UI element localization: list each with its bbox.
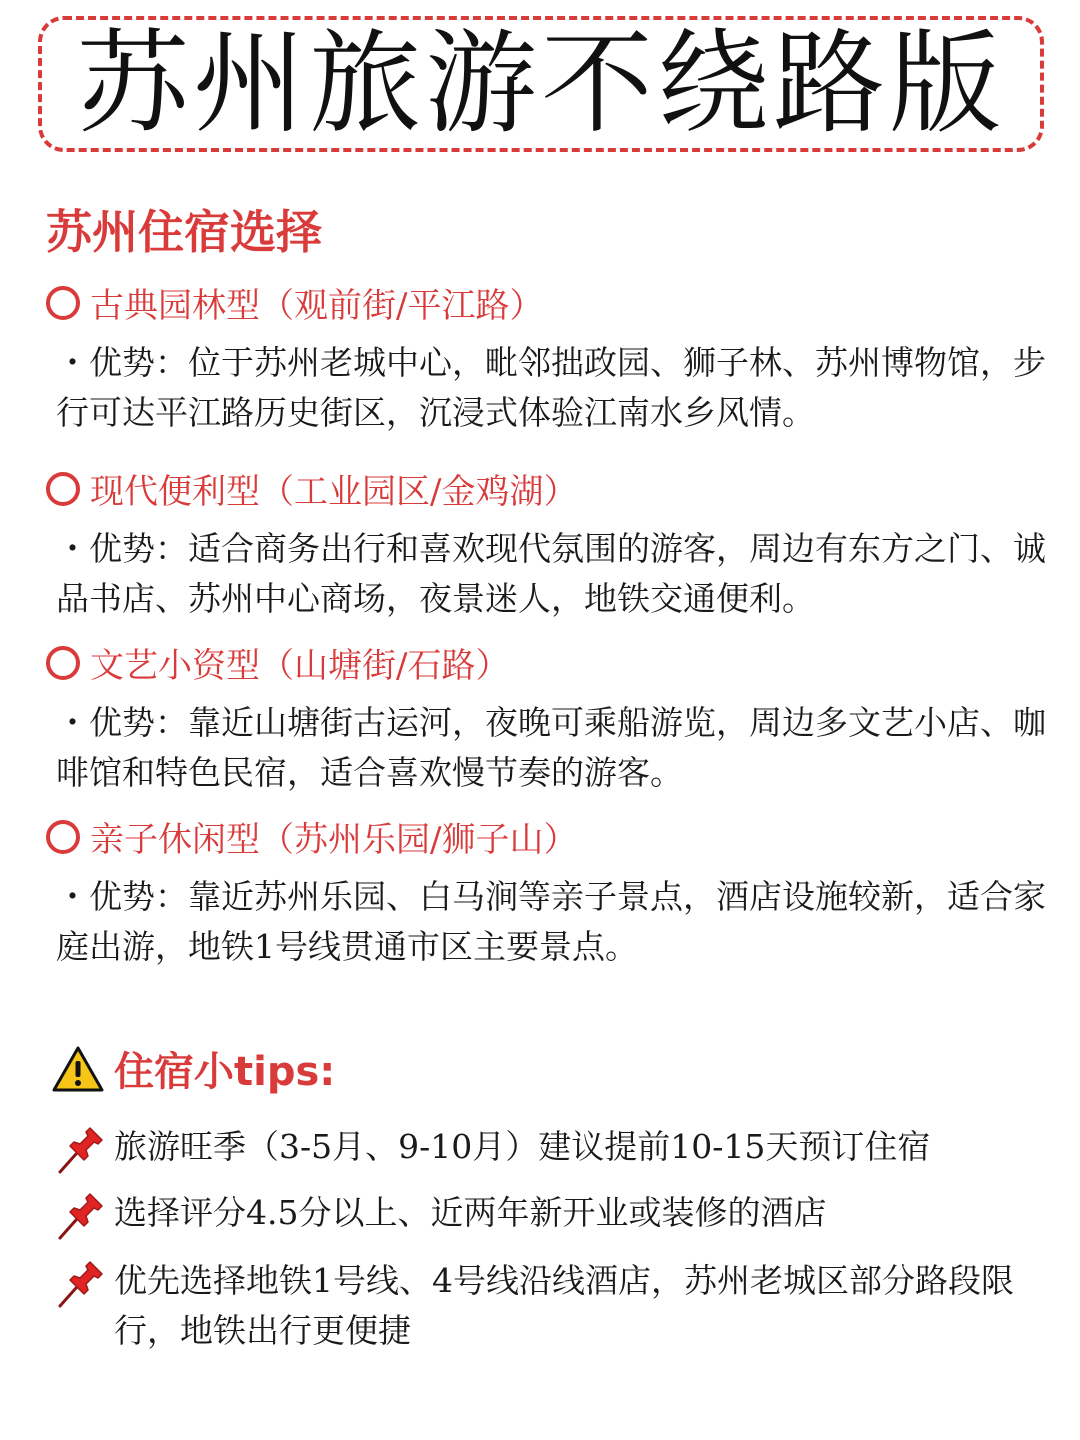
type-label: 古典园林型（观前街/平江路）	[90, 286, 544, 326]
title-banner	[38, 16, 1044, 152]
type-description: ・优势：位于苏州老城中心，毗邻拙政园、狮子林、苏州博物馆，步行可达平江路历史街区，沉浸式体验江南水乡风情。	[56, 343, 1046, 432]
type-label: 文艺小资型（山塘街/石路）	[90, 646, 510, 686]
red-circle-icon	[46, 820, 80, 854]
tip-text: 旅游旺季（3-5月、9-10月）建议提前10-15天预订住宿	[114, 1127, 931, 1166]
pushpin-icon	[52, 1256, 108, 1312]
type-heading-artsy	[46, 638, 509, 687]
page-title: 苏州旅游不绕路版	[77, 19, 1005, 149]
type-heading-modern	[46, 464, 577, 513]
type-description: ・优势：适合商务出行和喜欢现代氛围的游客，周边有东方之门、诚品书店、苏州中心商场，夜景迷人，地铁交通便利。	[56, 529, 1046, 618]
type-description: ・优势：靠近山塘街古运河，夜晚可乘船游览，周边多文艺小店、咖啡馆和特色民宿，适合喜欢慢节奏的游客。	[56, 703, 1046, 792]
red-circle-icon	[46, 472, 80, 506]
type-label: 亲子休闲型（苏州乐园/狮子山）	[90, 820, 578, 860]
red-circle-icon	[46, 286, 80, 320]
red-circle-icon	[46, 646, 80, 680]
type-label: 现代便利型（工业园区/金鸡湖）	[90, 472, 578, 512]
pushpin-icon	[52, 1188, 108, 1244]
type-heading-family	[46, 812, 577, 861]
tip-text: 选择评分4.5分以上、近两年新开业或装修的酒店	[114, 1193, 827, 1232]
section-title: 苏州住宿选择	[46, 205, 322, 259]
tips-heading	[52, 1040, 335, 1097]
tip-text: 优先选择地铁1号线、4号线沿线酒店，苏州老城区部分路段限行，地铁出行更便捷	[114, 1261, 1014, 1350]
pushpin-icon	[52, 1122, 108, 1178]
warning-icon	[52, 1045, 104, 1093]
tips-title: 住宿小tips:	[114, 1049, 336, 1095]
type-description: ・优势：靠近苏州乐园、白马涧等亲子景点，酒店设施较新，适合家庭出游，地铁1号线贯通市区主要景点。	[56, 877, 1046, 966]
type-heading-classical	[46, 278, 543, 327]
